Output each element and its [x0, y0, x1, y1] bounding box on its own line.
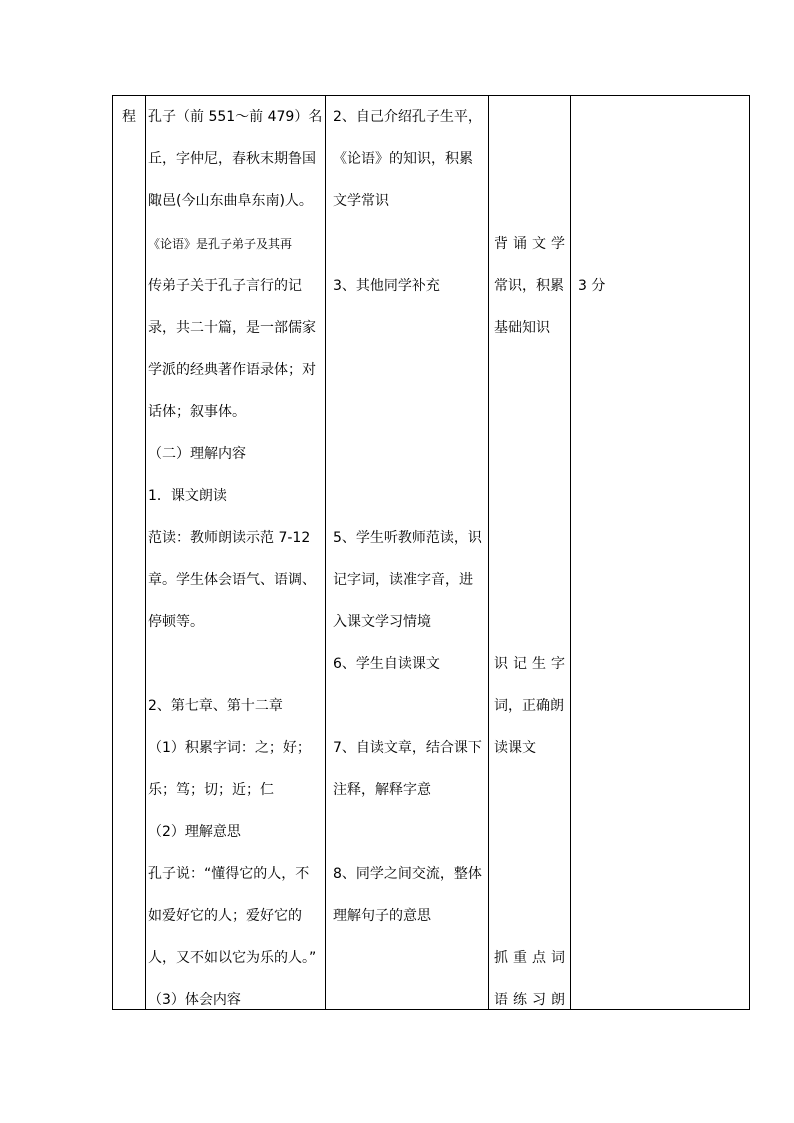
activity-line: 6、学生自读课文: [333, 656, 440, 672]
lesson-plan-table: [112, 95, 750, 1010]
content-line: （3）体会内容: [148, 992, 241, 1008]
content-line: 如爱好它的人；爱好它的: [148, 908, 302, 924]
student-activity-cell: [326, 96, 488, 1009]
content-line: 陬邑(今山东曲阜东南)人。: [148, 193, 313, 209]
activity-line: 2、自己介绍孔子生平，: [333, 109, 482, 125]
intent-line: 词，正确朗: [494, 698, 564, 714]
activity-line: 文学常识: [333, 193, 389, 209]
intent-line: 背诵文学: [494, 236, 570, 252]
content-line: 孔子说：“懂得它的人，不: [148, 866, 310, 882]
stage-cell: [113, 96, 145, 1009]
activity-line: 理解句子的意思: [333, 908, 431, 924]
time-cell: [571, 96, 749, 1009]
content-line: 《论语》是孔子弟子及其再: [148, 237, 293, 251]
content-line: 范读：教师朗读示范 7-12: [148, 530, 311, 546]
intent-line: 抓重点词: [494, 950, 570, 966]
activity-line: 注释，解释字意: [333, 782, 431, 798]
content-line: 话体；叙事体。: [148, 404, 246, 420]
content-line: （二）理解内容: [148, 446, 246, 462]
activity-line: 5、学生听教师范读，识: [333, 530, 482, 546]
content-line: 丘，字仲尼，春秋末期鲁国: [148, 151, 316, 167]
intent-line: 常识，积累: [494, 278, 564, 294]
content-line: 2、第七章、第十二章: [148, 698, 283, 714]
activity-line: 记字词，读准字音，进: [333, 572, 473, 588]
activity-line: 入课文学习情境: [333, 614, 431, 630]
teaching-content-cell: [146, 96, 325, 1009]
content-line: 乐；笃；切；近；仁: [148, 782, 274, 798]
design-intent-cell: [489, 96, 570, 1009]
intent-line: 读课文: [494, 740, 536, 756]
content-line: 孔子（前 551～前 479）名: [148, 109, 323, 125]
content-line: 停顿等。: [148, 614, 204, 630]
content-line: （2）理解意思: [148, 824, 241, 840]
content-line: 录，共二十篇，是一部儒家: [148, 320, 316, 336]
content-line: 传弟子关于孔子言行的记: [148, 278, 302, 294]
activity-line: 7、自读文章，结合课下: [333, 740, 482, 756]
content-line: 学派的经典著作语录体；对: [148, 362, 316, 378]
activity-line: 8、同学之间交流，整体: [333, 866, 482, 882]
content-line: 人，又不如以它为乐的人。”: [148, 950, 317, 966]
activity-line: 3、其他同学补充: [333, 278, 440, 294]
content-line: 章。学生体会语气、语调、: [148, 572, 316, 588]
intent-line: 基础知识: [494, 320, 550, 336]
content-line: 1．课文朗读: [148, 488, 227, 504]
time-value: 3 分: [578, 278, 606, 294]
activity-line: 《论语》的知识，积累: [333, 151, 473, 167]
content-line: （1）积累字词：之；好；: [148, 740, 311, 756]
intent-line: 语练习朗: [494, 992, 570, 1008]
intent-line: 识记生字: [494, 656, 570, 672]
stage-label: 程: [122, 109, 136, 125]
